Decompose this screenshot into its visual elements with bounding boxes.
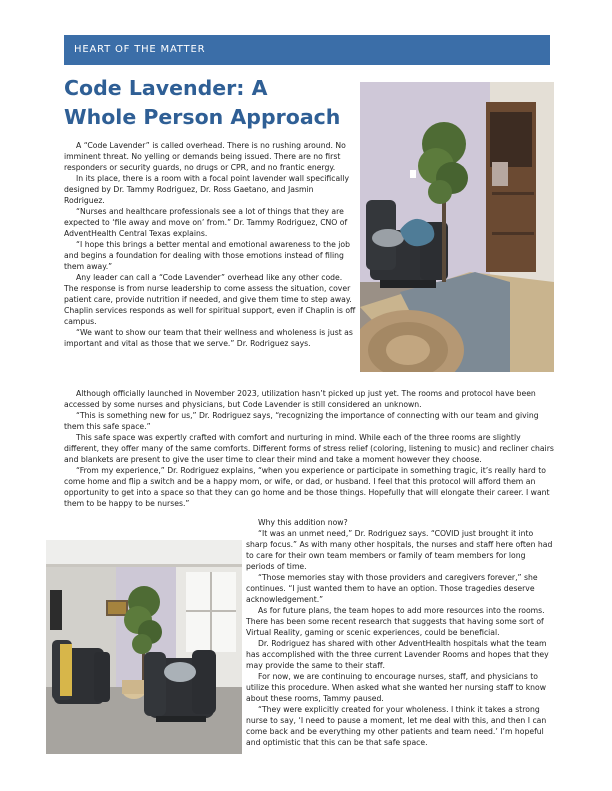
- paragraph: A “Code Lavender” is called overhead. There is no rushing around. No imminent threat. No yelling or demands being issued. There are no first responders or security guards, no drugs or CPR, and no frantic energy.: [64, 141, 346, 172]
- paragraph: Dr. Rodriguez has shared with other AdventHealth hospitals what the team has accomplished with the three current Lavender Rooms and hopes that they may provide the same to their staff.: [246, 639, 549, 670]
- paragraph: As for future plans, the team hopes to add more resources into the rooms. There has been some recent research that suggests that having some sort of Virtual Reality, gaming or scenic experiences, could be beneficial.: [246, 606, 545, 637]
- paragraph: In its place, there is a room with a focal point lavender wall specifically designed by Dr. Tammy Rodriguez, Dr. Ross Gaetano, and Jasmin Rodriguez.: [64, 174, 349, 205]
- paragraph: “From my experience,” Dr. Rodriguez explains, “when you experience or participate in something tragic, it’s really hard to come home and flip a switch and be a happy mom, or wife, or dad, or husband. I feel that this protocol will afford them an opportunity to get into a space so that they can go home and be those things. Hopefully that will elongate their career. I want them to be happy to be nurses.”: [64, 466, 550, 508]
- paragraph: Any leader can call a “Code Lavender” overhead like any other code. The response is from nurse leadership to come assess the situation, cover patient care, provide nutrition if needed, and give them time to step away. Chaplin services responds as well for spiritual support, even if Chaplin is off campus.: [64, 273, 356, 326]
- paragraph: “I hope this brings a better mental and emotional awareness to the job and begins a foundation for dealing with those emotions instead of filing them away.”: [64, 240, 350, 271]
- paragraph: “We want to show our team that their wellness and wholeness is just as important and vital as those that we serve.” Dr. Rodriguez says.: [64, 328, 353, 348]
- article-lower-column-text: [246, 517, 554, 748]
- article-title-line-1: Code Lavender: A: [64, 76, 268, 100]
- paragraph: Why this addition now?: [258, 518, 348, 527]
- section-label: HEART OF THE MATTER: [74, 44, 206, 55]
- paragraph: “They were explicitly created for your wholeness. I think it takes a strong nurse to say, ‘I need to pause a moment, let me deal with this, and then I can come back and be everything my other patients and team need.’ I’m hopeful and optimistic that this can be that safe space.: [246, 705, 547, 747]
- paragraph: “It was an unmet need,” Dr. Rodriguez says. “COVID just brought it into sharp focus.” As with many other hospitals, the nurses and staff here often had to care for their own team members or family of team members for long periods of time.: [246, 529, 553, 571]
- paragraph: Although officially launched in November 2023, utilization hasn’t picked up just yet. The rooms and protocol have been accessed by some nurses and physicians, but Code Lavender is still considered an unknown.: [64, 389, 536, 409]
- article-full-width-text: [64, 388, 554, 509]
- article-title: [64, 74, 356, 132]
- lavender-room-photo-two-chairs: [46, 540, 242, 754]
- section-header-bar: [64, 35, 550, 65]
- lavender-room-photo-recliner: [360, 82, 554, 372]
- paragraph: For now, we are continuing to encourage nurses, staff, and physicians to utilize this procedure. When asked what she wanted her nursing staff to know about these rooms, Tammy paused.: [246, 672, 547, 703]
- paragraph: This safe space was expertly crafted with comfort and nurturing in mind. While each of the three rooms are slightly different, they offer many of the same comforts. Different forms of stress relief (coloring, listening to music) and recliner chairs and blankets are present to give the user time to clear their mind and take a moment however they choose.: [64, 433, 554, 464]
- article-title-line-2: Whole Person Approach: [64, 105, 341, 129]
- article-column-text: [64, 140, 356, 349]
- paragraph: “This is something new for us,” Dr. Rodriguez says, “recognizing the importance of connecting with our team and giving them this safe space.”: [64, 411, 539, 431]
- paragraph: “Those memories stay with those providers and caregivers forever,” she continues. “I just wanted them to have an option. Those tragedies deserve acknowledgement.”: [246, 573, 538, 604]
- paragraph: “Nurses and healthcare professionals see a lot of things that they are expected to ‘file away and move on’ from.” Dr. Tammy Rodriguez, CNO of AdventHealth Central Texas explains.: [64, 207, 348, 238]
